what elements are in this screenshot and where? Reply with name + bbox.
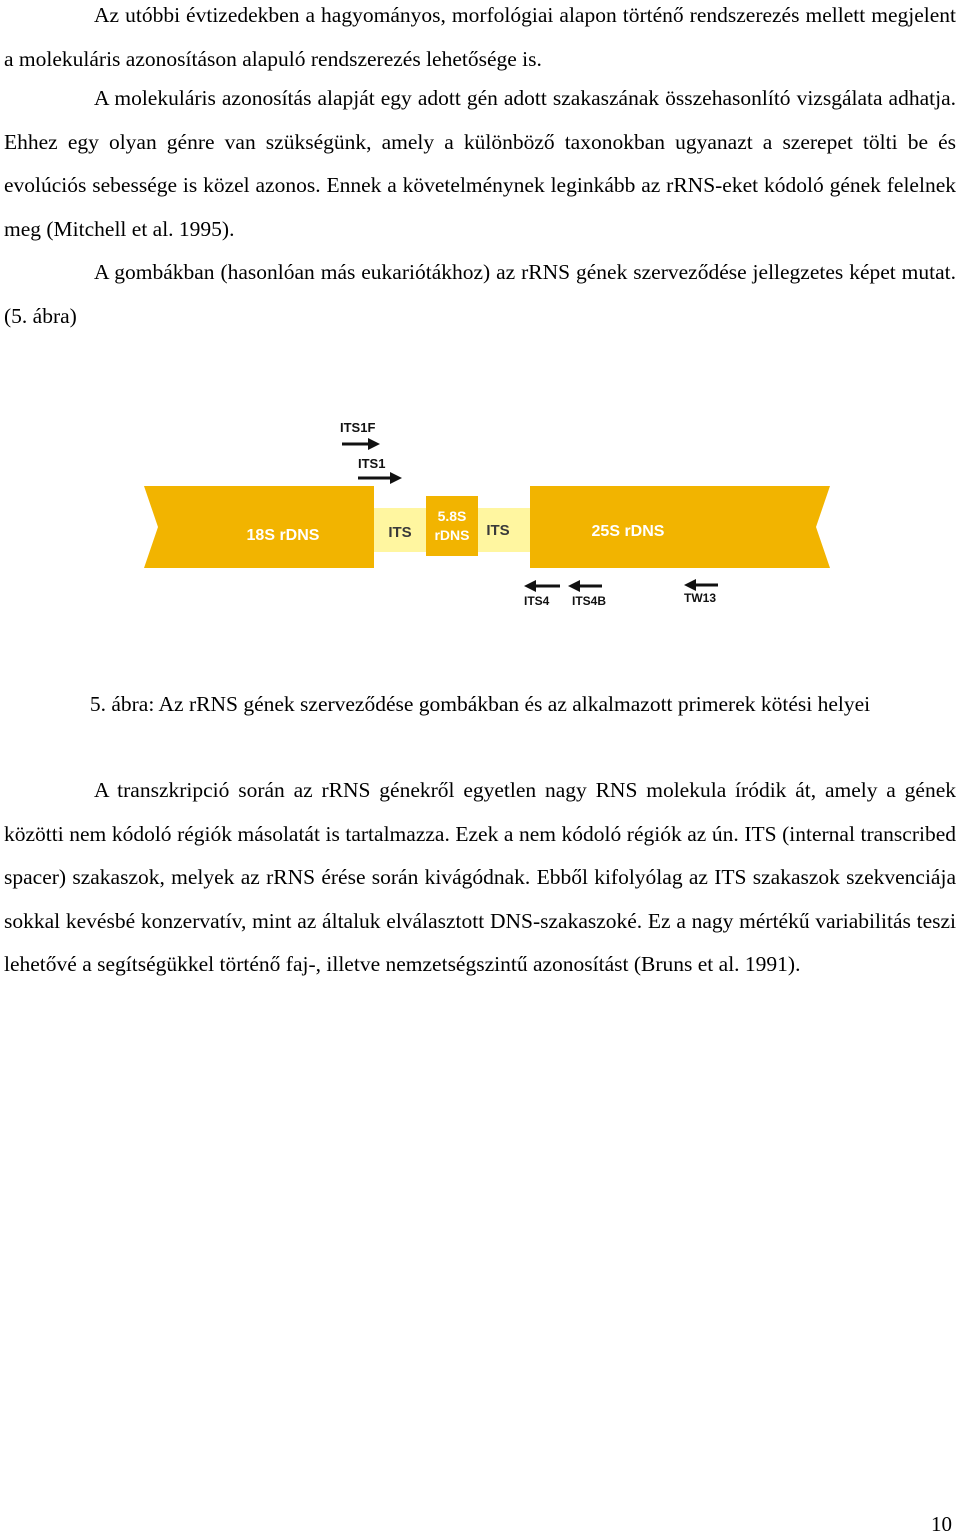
label-its2: ITS bbox=[486, 522, 510, 539]
region-25s-block bbox=[530, 486, 830, 568]
rrna-diagram bbox=[118, 390, 848, 654]
label-58s-line2: rDNS bbox=[434, 527, 470, 543]
paragraph-rrna-organization: A gombákban (hasonlóan más eukariótákhoz) az rRNS gének szerveződése jellegzetes képet mutat. (5. ábra) bbox=[4, 260, 956, 328]
figure-caption: 5. ábra: Az rRNS gének szerveződése gombákban és az alkalmazott primerek kötési helyei bbox=[89, 692, 871, 716]
paragraph-molecular-identification: A molekuláris azonosítás alapját egy adott gén adott szakaszának összehasonlító vizsgálata adhatja. Ehhez egy olyan génre van szükségünk, amely a különböző taxonokban ugyanazt a szerepet tölti be és evolúciós sebessége is közel azonos. Ennek a követelménynek leginkább az rRNS-eket kódoló gének felelnek meg (Mitchell et al. 1995). bbox=[4, 86, 956, 241]
primer-its4b-label: ITS4B bbox=[572, 594, 607, 608]
region-58s-block bbox=[426, 496, 478, 556]
label-58s-line1: 5.8S bbox=[437, 508, 467, 524]
primer-tw13-label: TW13 bbox=[684, 591, 717, 605]
label-18s: 18S rDNS bbox=[246, 527, 320, 544]
paragraph-intro: Az utóbbi évtizedekben a hagyományos, morfológiai alapon történő rendszerezés mellett megjelent a molekuláris azonosításon alapuló rendszerezés lehetősége is. bbox=[4, 3, 956, 71]
rrna-gene-figure bbox=[118, 390, 848, 654]
label-its1: ITS bbox=[388, 524, 412, 541]
primer-its4-label: ITS4 bbox=[524, 594, 550, 608]
paragraph-transcription: A transzkripció során az rRNS génekről egyetlen nagy RNS molekula íródik át, amely a gének közötti nem kódoló régiók másolatát is tartalmazza. Ezek a nem kódoló régiók az ún. ITS (internal transcribed spacer) szakaszok, melyek az rRNS érése során kivágódnak. Ebből kifolyólag az ITS szakaszok szekvenciája sokkal kevésbé konzervatív, mint az általuk elválasztott DNS-szakaszoké. Ez a nagy mértékű variabilitás teszi lehetővé a segítségükkel történő faj-, illetve nemzetségszintű azonosítást (Bruns et al. 1991). bbox=[4, 778, 956, 976]
primer-its1-label: ITS1 bbox=[358, 456, 386, 471]
page-number: 10 bbox=[931, 1512, 952, 1536]
primer-its1f-label: ITS1F bbox=[340, 420, 376, 435]
label-25s: 25S rDNS bbox=[591, 523, 665, 540]
